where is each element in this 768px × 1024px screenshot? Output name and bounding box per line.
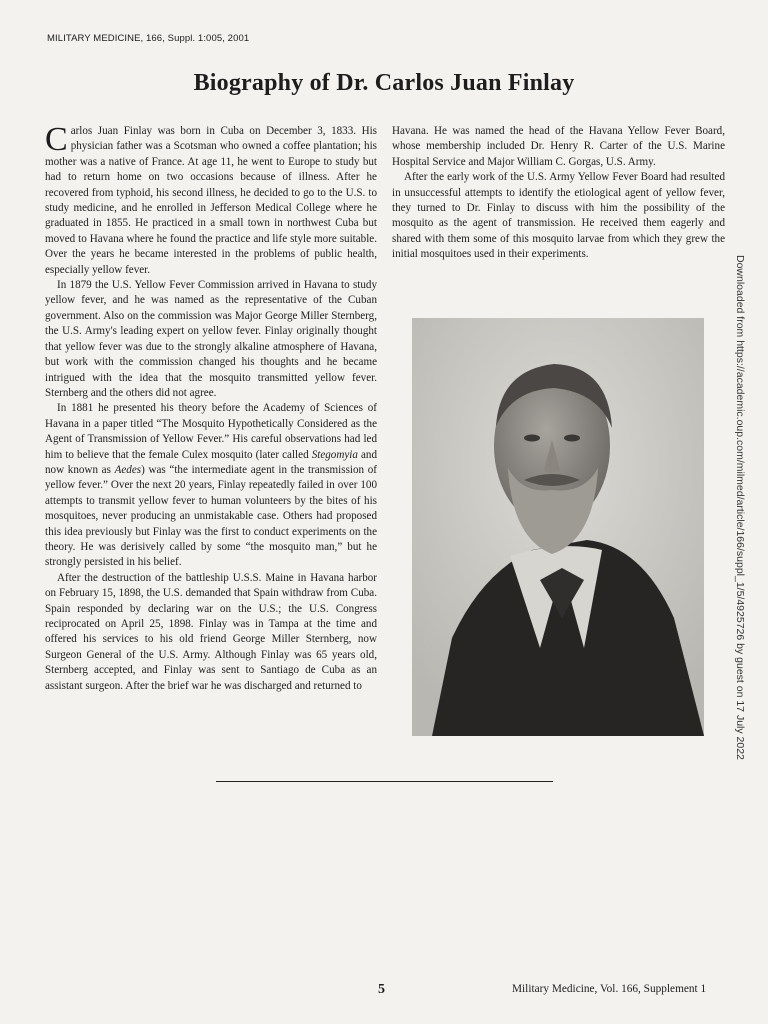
download-notice-text: Downloaded from https://academic.oup.com/milmed/article/166/suppl_1/5/4925726 by guest on 17 July 2022 [734, 255, 746, 760]
paragraph-2: In 1879 the U.S. Yellow Fever Commission arrived in Havana to study yellow fever, and he was named as the representative of the Cuban government. Also on the commission was Major George Miller Sternberg, the U.S. Army's leading expert on yellow fever. Finlay originally thought that yellow fever was due to the strongly alkaline atmosphere of Havana, but work with the commission changed his thoughts and he became intrigued with the idea that the mosquito transmitted yellow fever. Sternberg and the others did not agree. [45, 279, 377, 399]
journal-footer: Military Medicine, Vol. 166, Supplement 1 [512, 983, 707, 995]
aedes-term: Aedes [114, 463, 142, 476]
right-eye [564, 435, 580, 442]
paragraph-3 [45, 401, 377, 570]
left-column [45, 121, 377, 694]
drop-cap: C [45, 121, 68, 158]
page-number: 5 [378, 982, 385, 997]
stegomyia-term: Stegomyia [311, 448, 358, 461]
paragraph-5: Havana. He was named the head of the Havana Yellow Fever Board, whose membership included Dr. Henry R. Carter of the U.S. Marine Hospital Service and Major William C. Gorgas, U.S. Army. [392, 125, 725, 168]
paragraph-3-part-3: ) was “the intermediate agent in the transmission of yellow fever.” Over the next 20 years, Finlay repeatedly failed in over 100 attempts to transmit yellow fever to human volunteers by the bites of his mosquitoes, never producing an unmistakable case. Others had proposed this idea previously but Finlay was the first to conduct experiments on the theory. He was derisively called by some “the mosquito man,” but he strongly persisted in his belief. [45, 463, 377, 569]
portrait-illustration [412, 318, 704, 736]
paragraph-1 [45, 121, 377, 278]
portrait-photo [412, 318, 704, 736]
article-title: Biography of Dr. Carlos Juan Finlay [193, 70, 575, 96]
paragraph-3-part-1: In 1881 he presented his theory before the Academy of Sciences of Havana in a paper titled “The Mosquito Hypothetically Considered as the Agent of Transmission of Yellow Fever.” His careful observations had led him to believe that the female Culex mosquito (later called [45, 402, 377, 461]
paragraph-4: After the destruction of the battleship U.S.S. Maine in Havana harbor on February 15, 1898, the U.S. demanded that Spain withdraw from Cuba. Spain responded by declaring war on the U.S.; the U.S. Congress reciprocated on April 25, 1898. Finlay was in Tampa at the time and offered his services to his old friend George Miller Sternberg, now Surgeon General of the U.S. Army. Although Finlay was 65 years old, Sternberg accepted, and Finlay was sent to Santiago de Cuba as an assistant surgeon. After the brief war he was discharged and returned to [45, 571, 377, 692]
paragraph-1-text: arlos Juan Finlay was born in Cuba on December 3, 1833. His physician father was a Scotsman who owned a coffee plantation; his mother was a native of France. At age 11, he went to Europe to study but had to return home on two occasions because of illness. After he recovered from typhoid, his second illness, he decided to go to the U.S. to study medicine, and he enrolled in Jefferson Medical College where he graduated in 1855. He practiced in a small town in northwest Cuba but moved to Havana where he found the practice and life style more suitable. Over the years he became interested in the problems of public health, especially yellow fever. [45, 125, 377, 276]
paragraph-3-part-2: and now known as [45, 448, 377, 476]
paragraph-6: After the early work of the U.S. Army Yellow Fever Board had resulted in unsuccessful attempts to identify the etiological agent of yellow fever, they turned to Dr. Finlay to discuss with him the possibility of the mosquito as the agent of transmission. He received them eagerly and shared with them some of this mosquito larvae from which they grew the initial mosquitoes used in their experiments. [392, 171, 725, 261]
left-eye [524, 435, 540, 442]
download-notice [736, 255, 756, 775]
running-head: MILITARY MEDICINE, 166, Suppl. 1:005, 2001 [47, 33, 250, 44]
right-column [392, 124, 725, 263]
section-divider [216, 781, 553, 782]
